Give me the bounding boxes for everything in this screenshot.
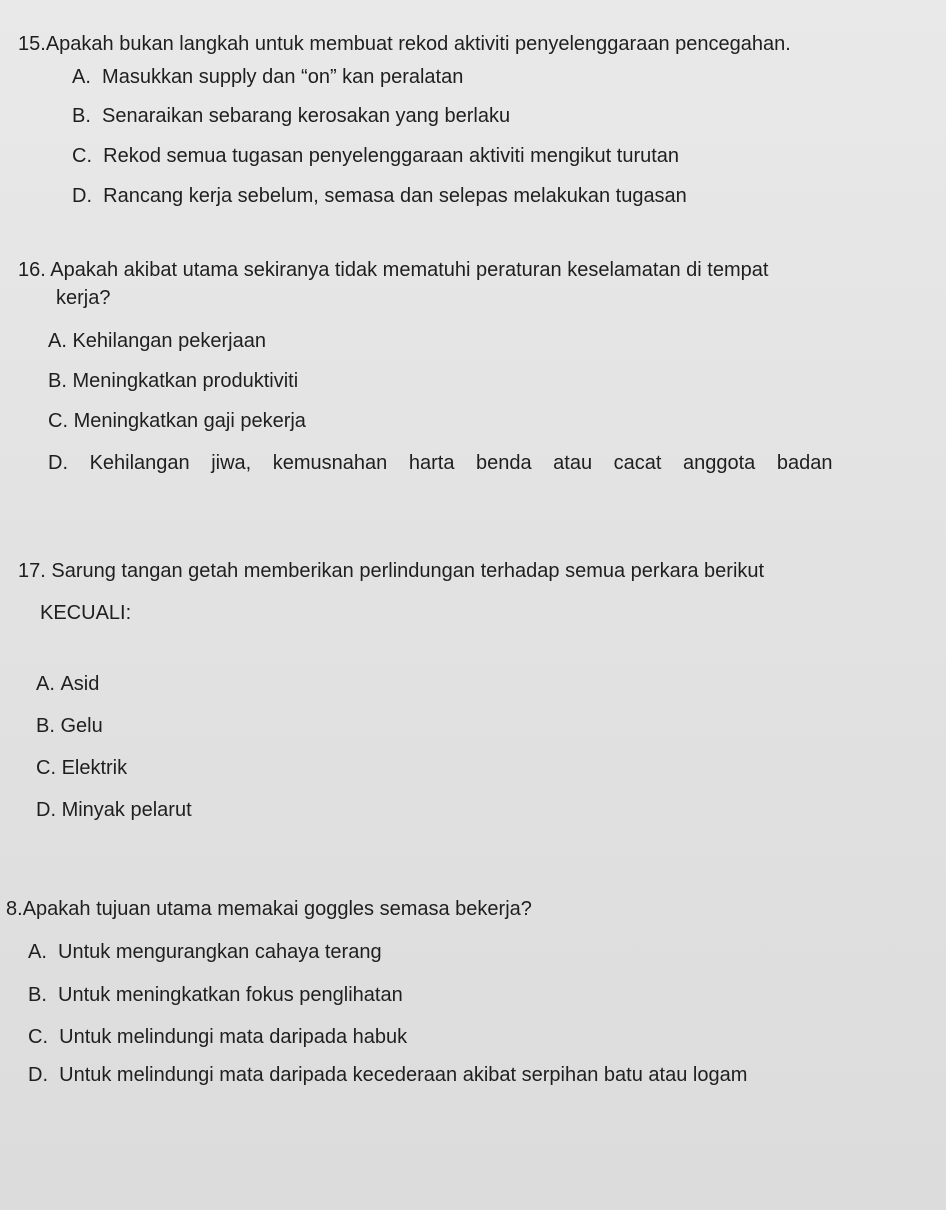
option-16-c[interactable] xyxy=(48,410,306,433)
option-15-b[interactable] xyxy=(72,105,510,128)
question-text-line1: Apakah akibat utama sekiranya tidak mematuhi peraturan keselamatan di tempat xyxy=(50,259,769,281)
option-letter: D. xyxy=(36,799,56,821)
question-17 xyxy=(18,560,764,583)
option-text: Untuk melindungi mata daripada kecederaan akibat serpihan batu atau logam xyxy=(59,1064,748,1086)
option-text: Minyak pelarut xyxy=(61,799,192,821)
option-17-b[interactable] xyxy=(36,715,103,738)
option-text: Rancang kerja sebelum, semasa dan selepas melakukan tugasan xyxy=(103,185,687,207)
option-letter: C. xyxy=(72,145,92,167)
option-text: Masukkan supply dan “on” kan peralatan xyxy=(102,66,464,88)
option-letter: B. xyxy=(28,984,47,1006)
option-letter: A. xyxy=(72,66,91,88)
option-17-a[interactable] xyxy=(36,673,99,696)
option-letter: A. xyxy=(48,330,67,352)
option-16-a[interactable] xyxy=(48,330,266,353)
option-8-c[interactable] xyxy=(28,1026,407,1049)
option-letter: C. xyxy=(36,757,56,779)
question-text: Apakah bukan langkah untuk membuat rekod aktiviti penyelenggaraan pencegahan. xyxy=(45,33,791,55)
option-letter: C. xyxy=(48,410,68,432)
option-text: Untuk melindungi mata daripada habuk xyxy=(59,1026,408,1048)
option-letter: D. xyxy=(48,452,68,474)
option-text: Rekod semua tugasan penyelenggaraan aktiviti mengikut turutan xyxy=(103,145,680,167)
question-number: 16. xyxy=(18,259,46,281)
option-text: Meningkatkan produktiviti xyxy=(72,370,299,392)
option-letter: A. xyxy=(36,673,55,695)
option-16-d[interactable] xyxy=(48,452,832,475)
option-text: Asid xyxy=(60,673,100,695)
question-text-line2: kerja? xyxy=(56,287,111,309)
question-text: Apakah tujuan utama memakai goggles semasa bekerja? xyxy=(22,898,532,920)
question-text-line1: Sarung tangan getah memberikan perlindungan terhadap semua perkara berikut xyxy=(51,560,765,582)
option-text: Kehilangan pekerjaan xyxy=(72,330,266,352)
option-16-b[interactable] xyxy=(48,370,298,393)
option-letter: D. xyxy=(28,1064,48,1086)
question-16-line2 xyxy=(56,287,110,310)
option-17-d[interactable] xyxy=(36,799,192,822)
option-8-b[interactable] xyxy=(28,984,403,1007)
option-17-c[interactable] xyxy=(36,757,127,780)
option-letter: B. xyxy=(72,105,91,127)
question-text-line2: KECUALI: xyxy=(40,602,132,624)
question-8 xyxy=(6,898,532,921)
option-text: Untuk mengurangkan cahaya terang xyxy=(58,941,382,963)
option-15-d[interactable] xyxy=(72,185,687,208)
question-15 xyxy=(18,33,791,56)
option-letter: C. xyxy=(28,1026,48,1048)
option-text: Senaraikan sebarang kerosakan yang berlaku xyxy=(102,105,511,127)
option-15-c[interactable] xyxy=(72,145,679,168)
option-letter: A. xyxy=(28,941,47,963)
option-letter: D. xyxy=(72,185,92,207)
question-16 xyxy=(18,259,768,282)
option-8-d[interactable] xyxy=(28,1064,747,1087)
question-17-line2 xyxy=(40,602,131,625)
question-number: 8. xyxy=(6,898,23,920)
option-text: Gelu xyxy=(60,715,103,737)
option-letter: B. xyxy=(36,715,55,737)
option-letter: B. xyxy=(48,370,67,392)
option-8-a[interactable] xyxy=(28,941,382,964)
question-number: 15. xyxy=(18,33,46,55)
option-15-a[interactable] xyxy=(72,66,463,89)
question-number: 17. xyxy=(18,560,46,582)
option-text: Meningkatkan gaji pekerja xyxy=(73,410,306,432)
option-text: Kehilangan jiwa, kemusnahan harta benda atau cacat anggota badan xyxy=(89,452,833,474)
option-text: Elektrik xyxy=(61,757,128,779)
option-text: Untuk meningkatkan fokus penglihatan xyxy=(58,984,403,1006)
